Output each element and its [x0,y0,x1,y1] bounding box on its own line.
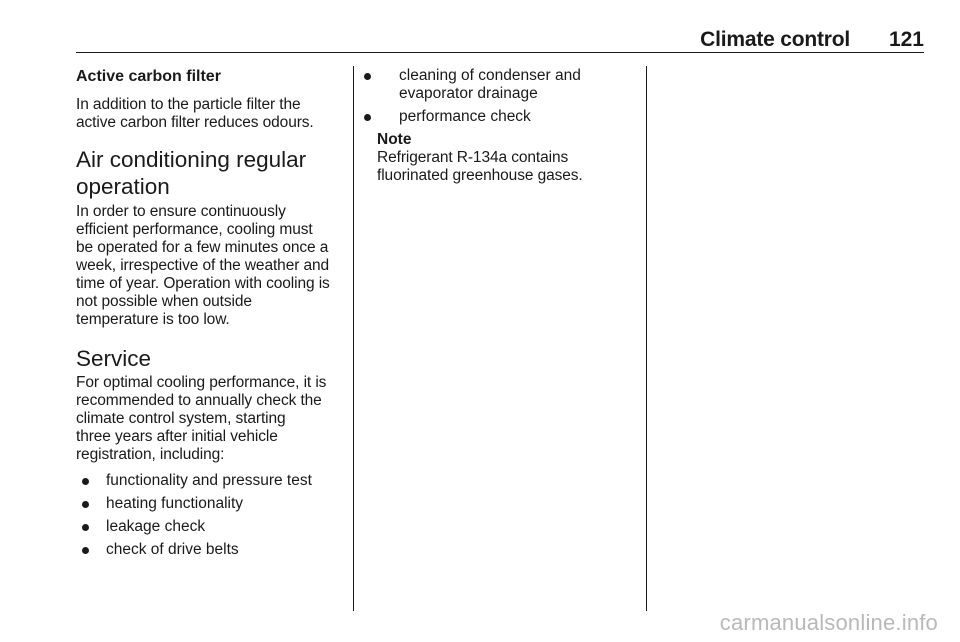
text-line: recommended to annually check the [76,392,322,409]
bullet-icon [82,478,89,485]
text-line: temperature is too low. [76,311,230,328]
list-item [76,495,342,513]
text-line: efficient performance, cooling must [76,221,313,238]
section-heading-ac-regular-operation [76,146,342,200]
bullet-icon [82,547,89,554]
text-line: be operated for a few minutes once a [76,239,329,256]
text-line: In order to ensure continuously [76,203,286,220]
bullet-icon [82,524,89,531]
text-line: registration, including: [76,446,225,463]
text-line: active carbon filter reduces odours. [76,114,314,131]
paragraph-service [76,374,342,464]
page-number: 121 [888,28,924,51]
list-item [76,472,342,490]
page-header [76,28,924,52]
text-line: time of year. Operation with cooling is [76,275,330,292]
heading-line: operation [76,174,170,199]
service-checklist [76,472,342,559]
text-line: not possible when outside [76,293,252,310]
bullet-icon [364,73,371,80]
chapter-title: Climate control [700,28,850,51]
list-item [76,541,342,559]
text-line: climate control system, starting [76,410,286,427]
list-item [364,67,634,103]
list-item-text: functionality and pressure test [106,472,312,489]
watermark: carmanualsonline.info [719,610,938,635]
note-box [364,131,634,185]
text-line: In addition to the particle filter the [76,96,301,113]
list-item [364,108,634,126]
list-item-text: evaporator drainage [399,85,538,102]
middle-column [364,64,634,185]
column-divider-left [353,66,354,611]
text-line: three years after initial vehicle [76,428,278,445]
left-column [76,64,342,564]
text-line: week, irrespective of the weather and [76,257,330,274]
bullet-icon [82,501,89,508]
column-divider-right [646,66,647,611]
section-heading-service: Service [76,346,152,371]
header-rule [76,52,924,53]
paragraph-active-carbon [76,96,342,132]
list-item-text: performance check [399,108,531,125]
text-line: For optimal cooling performance, it is [76,374,327,391]
paragraph-ac-regular [76,203,342,329]
note-text-line: Refrigerant R-134a contains [377,149,569,166]
list-item-text: leakage check [106,518,206,535]
note-text-line: fluorinated greenhouse gases. [377,167,583,184]
list-item-text: heating functionality [106,495,244,512]
bullet-icon [364,114,371,121]
list-item [76,518,342,536]
list-item-text: check of drive belts [106,541,239,558]
note-label: Note [377,131,412,148]
section-heading-active-carbon-filter: Active carbon filter [76,68,221,85]
service-checklist-continued [364,67,634,126]
heading-line: Air conditioning regular [76,147,307,172]
list-item-text: cleaning of condenser and [399,67,581,84]
